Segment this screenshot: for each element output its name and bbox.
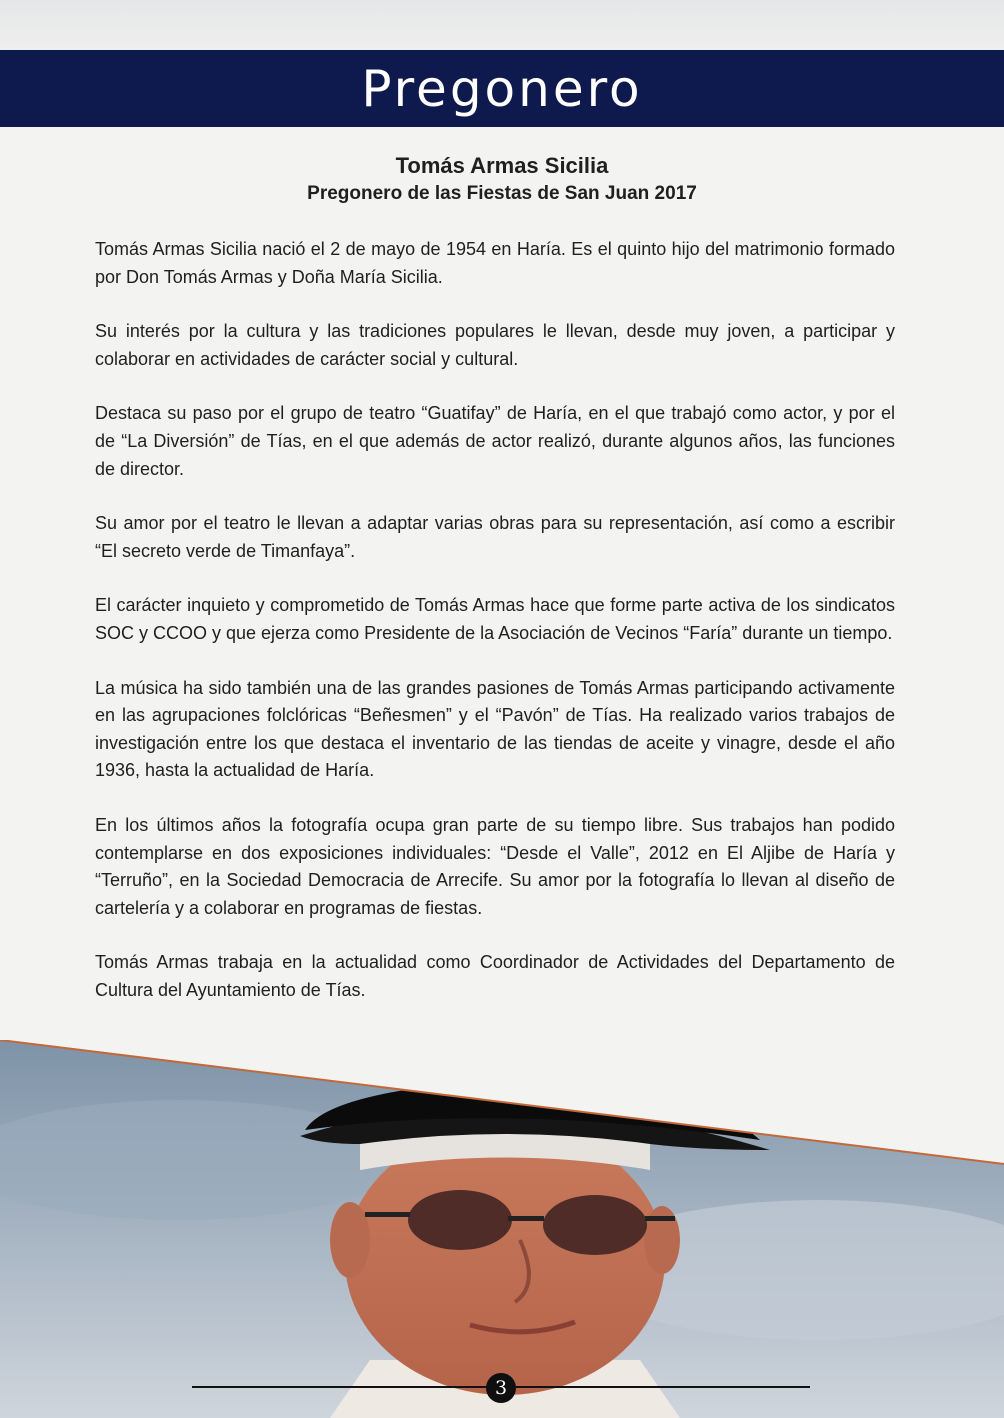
page-title: Pregonero: [361, 59, 643, 118]
header-bar: [0, 50, 1004, 127]
paragraph: En los últimos años la fotografía ocupa gran parte de su tiempo libre. Sus trabajos han podido contemplarse en dos exposiciones individuales: “Desde el Valle”, 2012 en El Aljibe de Haría y “Terruño”, en la Sociedad Democracia de Arrecife. Su amor por la fotografía lo llevan al diseño de cartelería y a colaborar en programas de fiestas.: [95, 814, 895, 918]
paragraph: Su interés por la cultura y las tradiciones populares le llevan, desde muy joven, a participar y colaborar en actividades de carácter social y cultural.: [95, 321, 895, 369]
page-number: 3: [486, 1373, 516, 1403]
paragraph: Tomás Armas trabaja en la actualidad como Coordinador de Actividades del Departamento de Cultura del Ayuntamiento de Tías.: [95, 952, 895, 1000]
headline: [0, 152, 1004, 208]
biography-text: [95, 236, 895, 1031]
paragraph: La música ha sido también una de las grandes pasiones de Tomás Armas participando activamente en las agrupaciones folclóricas “Beñesmen” y el “Pavón” de Tías. Ha realizado varios trabajos de investigación entre los que destaca el inventario de las tiendas de aceite y vinagre, desde el año 1936, hasta la actualidad de Haría.: [95, 677, 895, 781]
top-texture-strip: [0, 0, 1004, 50]
diagonal-accent-line: [0, 1040, 1004, 1170]
paragraph: El carácter inquieto y comprometido de Tomás Armas hace que forme parte activa de los sindicatos SOC y CCOO y que ejerza como Presidente de la Asociación de Vecinos “Faría” durante un tiempo.: [95, 595, 895, 643]
paragraph: Tomás Armas Sicilia nació el 2 de mayo de 1954 en Haría. Es el quinto hijo del matrimonio formado por Don Tomás Armas y Doña María Sicilia.: [95, 239, 895, 287]
person-role: Pregonero de las Fiestas de San Juan 2017: [307, 183, 697, 204]
person-name: Tomás Armas Sicilia: [395, 153, 609, 178]
paragraph: Su amor por el teatro le llevan a adaptar varias obras para su representación, así como a escribir “El secreto verde de Timanfaya”.: [95, 513, 895, 561]
paragraph: Destaca su paso por el grupo de teatro “Guatifay” de Haría, en el que trabajó como actor, y por el de “La Diversión” de Tías, en el que además de actor realizó, durante algunos años, las funciones de director.: [95, 403, 895, 479]
